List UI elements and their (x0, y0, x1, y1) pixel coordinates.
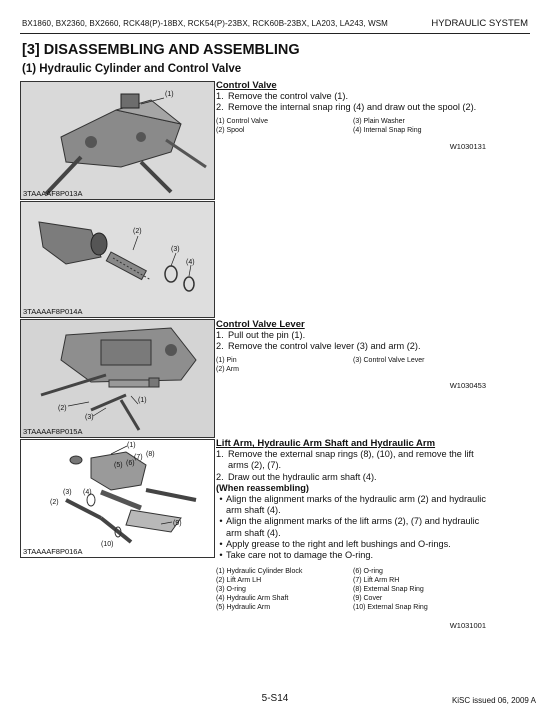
figure-callout: (3) (63, 489, 72, 496)
lift-arm-section (216, 438, 491, 631)
figure-spool (20, 201, 215, 318)
step-text: Pull out the pin (1). (228, 330, 306, 341)
figure-id: 3TAAAAF8P015A (23, 427, 83, 436)
procedure-step (216, 449, 491, 471)
document-code: W1031001 (449, 621, 486, 631)
control-valve-section (216, 80, 491, 152)
figure-callout: (10) (101, 541, 114, 548)
bullet-text: Align the alignment marks of the hydraulic arm (2) and hydraulic arm shaft (4). (226, 494, 486, 516)
legend-item: (3) Control Valve Lever (353, 356, 425, 364)
figure-control-valve-lever (20, 319, 215, 438)
step-number: 1. (216, 449, 224, 460)
control-valve-lever-illustration (21, 320, 214, 437)
procedure-step (216, 330, 491, 341)
legend-item: (2) Arm (216, 365, 239, 373)
figure-callout: (2) (133, 228, 142, 235)
page-number: 5-S14 (261, 693, 289, 704)
legend-item (353, 365, 491, 374)
figure-lift-arm (20, 439, 215, 558)
control-valve-illustration (21, 82, 214, 199)
document-code: W1030453 (449, 380, 486, 390)
procedure-step (216, 341, 491, 352)
parts-legend (216, 117, 491, 135)
control-valve-title: Control Valve (216, 80, 277, 91)
legend-item: (7) Lift Arm RH (353, 577, 400, 585)
procedure-step (216, 91, 491, 102)
legend-item: (1) Pin (216, 356, 237, 364)
legend-item: (3) O-ring (216, 586, 246, 594)
legend-item: (9) Cover (353, 595, 383, 603)
bullet-icon: • (219, 494, 223, 505)
lift-arm-title: Lift Arm, Hydraulic Arm Shaft and Hydraulic Arm (216, 438, 436, 449)
step-text: Remove the internal snap ring (4) and draw out the spool (2). (228, 102, 477, 113)
step-text: Remove the control valve (1). (228, 91, 348, 102)
note-bullet (216, 550, 491, 561)
header-section-name: HYDRAULIC SYSTEM (431, 18, 528, 29)
figure-callout: (9) (173, 520, 182, 527)
figure-callout: (2) (50, 499, 59, 506)
step-number: 2. (216, 102, 224, 113)
step-text: Draw out the hydraulic arm shaft (4). (228, 471, 377, 482)
bullet-text: Align the alignment marks of the lift arms (2), (7) and hydraulic arm shaft (4). (226, 516, 480, 538)
legend-item: (1) Hydraulic Cylinder Block (216, 568, 303, 576)
figure-id: 3TAAAAF8P014A (23, 307, 83, 316)
bullet-icon: • (219, 516, 223, 527)
document-code: W1030131 (449, 141, 486, 151)
step-text: Remove the external snap rings (8), (10), and remove the lift arms (2), (7). (228, 449, 474, 471)
section-title: [3] DISASSEMBLING AND ASSEMBLING (22, 42, 300, 58)
step-text: Remove the control valve lever (3) and arm (2). (228, 341, 421, 352)
parts-legend (216, 356, 491, 374)
reassembling-heading: (When reassembling) (216, 482, 309, 493)
legend-item: (4) Internal Snap Ring (353, 126, 422, 134)
step-number: 1. (216, 91, 224, 102)
bullet-icon: • (219, 550, 223, 561)
legend-item: (1) Control Valve (216, 117, 269, 125)
note-bullet (216, 516, 491, 538)
procedure-step (216, 472, 491, 483)
figure-control-valve (20, 81, 215, 200)
legend-item: (6) O-ring (353, 568, 383, 576)
figure-id: 3TAAAAF8P016A (23, 547, 83, 556)
step-number: 1. (216, 330, 224, 341)
figure-callout: (6) (126, 460, 135, 467)
note-bullet (216, 494, 491, 516)
legend-item: (8) External Snap Ring (353, 586, 424, 594)
figure-callout: (4) (83, 489, 92, 496)
figure-callout: (2) (58, 405, 67, 412)
figure-id: 3TAAAAF8P013A (23, 189, 83, 198)
issue-note: KiSC issued 06, 2009 A (451, 696, 536, 705)
header-divider (20, 33, 530, 34)
legend-item: (10) External Snap Ring (353, 604, 428, 612)
figure-callout: (4) (186, 259, 195, 266)
bullet-text: Apply grease to the right and left bushings and O-rings. (226, 538, 451, 549)
figure-callout: (8) (146, 451, 155, 458)
step-number: 2. (216, 471, 224, 482)
figure-callout: (7) (134, 454, 143, 461)
figure-callout: (1) (138, 397, 147, 404)
legend-item: (4) Hydraulic Arm Shaft (216, 595, 289, 603)
control-valve-lever-title: Control Valve Lever (216, 319, 305, 330)
legend-item: (3) Plain Washer (353, 117, 405, 125)
note-bullet (216, 539, 491, 550)
bullet-text: Take care not to damage the O-ring. (226, 550, 374, 561)
subsection-title: (1) Hydraulic Cylinder and Control Valve (22, 63, 242, 75)
figure-callout: (5) (114, 462, 123, 469)
parts-legend (216, 567, 491, 612)
legend-item: (5) Hydraulic Arm (216, 604, 271, 612)
figure-callout: (3) (85, 414, 94, 421)
control-valve-lever-section (216, 319, 491, 391)
bullet-icon: • (219, 538, 223, 549)
figure-callout: (3) (171, 246, 180, 253)
step-number: 2. (216, 341, 224, 352)
procedure-step (216, 102, 491, 113)
figure-callout: (1) (165, 91, 174, 98)
figure-callout: (1) (127, 442, 136, 449)
header-model-list: BX1860, BX2360, BX2660, RCK48(P)-18BX, RCK54(P)-23BX, RCK60B-23BX, LA203, LA243, WSM (22, 19, 388, 28)
legend-item: (2) Spool (216, 126, 245, 134)
legend-item: (2) Lift Arm LH (216, 577, 262, 585)
